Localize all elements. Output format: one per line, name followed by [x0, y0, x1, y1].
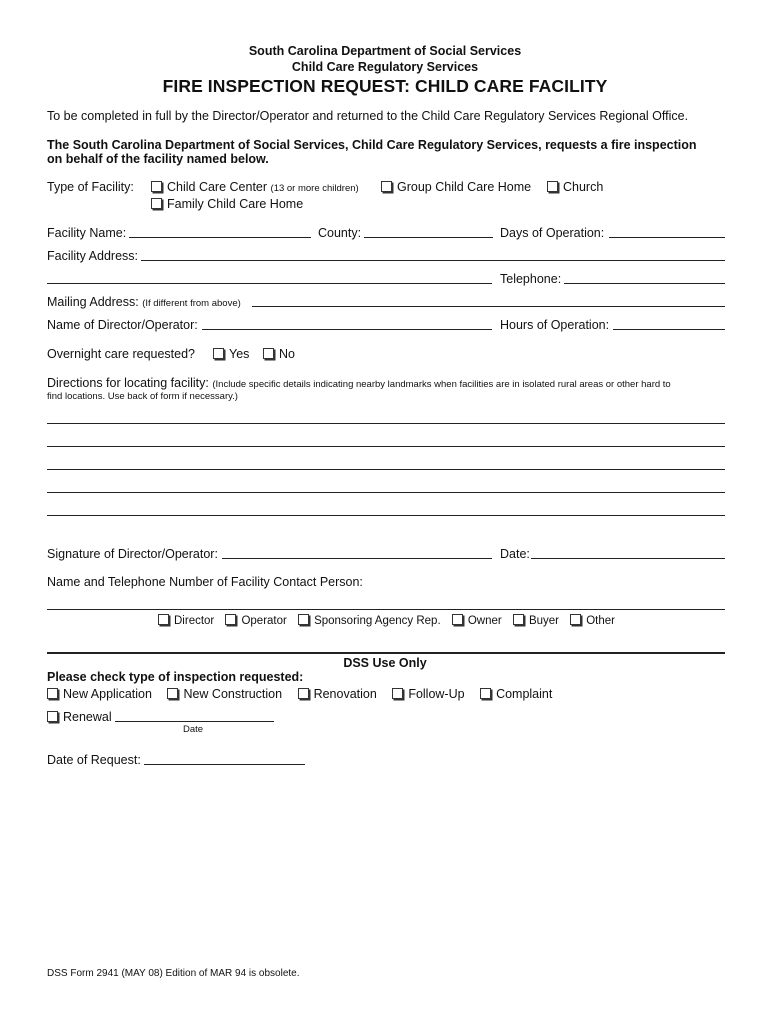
checkbox-follow-up[interactable] [392, 688, 403, 699]
days-of-operation-line[interactable] [609, 237, 725, 238]
checkbox-new-construction[interactable] [167, 688, 178, 699]
role-operator-label: Operator [241, 615, 287, 627]
child-care-center-label: Child Care Center [167, 180, 268, 194]
mailing-address-row [47, 295, 241, 309]
checkbox-new-application[interactable] [47, 688, 58, 699]
option-overnight-no[interactable] [263, 347, 295, 361]
checkbox-role-operator[interactable] [225, 614, 236, 625]
option-role-sponsoring-agency[interactable] [298, 614, 441, 627]
telephone-line[interactable] [564, 283, 725, 284]
role-buyer-label: Buyer [528, 615, 559, 627]
option-group-home[interactable] [381, 180, 531, 194]
facility-type-label: Type of Facility: [47, 180, 134, 194]
telephone-label: Telephone: [500, 272, 562, 286]
checkbox-role-owner[interactable] [452, 614, 463, 625]
signature-date-label: Date: [500, 547, 530, 561]
renovation-label: Renovation [313, 687, 377, 701]
hours-of-operation-line[interactable] [613, 329, 725, 330]
signature-line[interactable] [222, 558, 492, 559]
option-family-home[interactable] [151, 197, 303, 211]
contact-person-label: Name and Telephone Number of Facility Contact Person: [47, 575, 363, 589]
signature-label: Signature of Director/Operator: [47, 547, 218, 561]
inspection-type-label: Please check type of inspection requested: [47, 670, 304, 684]
contact-roles [158, 614, 615, 627]
overnight-label: Overnight care requested? [47, 347, 196, 361]
option-renewal[interactable] [47, 710, 112, 724]
directions-line[interactable] [47, 423, 725, 424]
county-label: County: [318, 226, 362, 240]
renewal-date-caption: Date [183, 724, 204, 735]
checkbox-role-other[interactable] [570, 614, 581, 625]
group-home-label: Group Child Care Home [397, 180, 532, 194]
checkbox-group-home[interactable] [381, 181, 392, 192]
option-role-operator[interactable] [225, 614, 286, 627]
option-role-other[interactable] [570, 614, 615, 627]
signature-date-line[interactable] [531, 558, 725, 559]
directions-note-line2: find locations. Use back of form if necessary.) [47, 391, 238, 402]
checkbox-renovation[interactable] [298, 688, 309, 699]
checkbox-overnight-yes[interactable] [213, 348, 224, 359]
division-name: Child Care Regulatory Services [291, 60, 479, 74]
checkbox-family-home[interactable] [151, 198, 162, 209]
request-text-line1: The South Carolina Department of Social Services, Child Care Regulatory Services, requests a fire inspection [47, 138, 697, 152]
inspection-types [47, 687, 552, 701]
overnight-yes-label: Yes [229, 347, 250, 361]
option-role-owner[interactable] [452, 614, 502, 627]
directions-note-line1: (Include specific details indicating nearby landmarks when facilities are in isolated rural areas or other hard to [212, 379, 671, 390]
role-other-label: Other [586, 615, 615, 627]
directions-line[interactable] [47, 515, 725, 516]
option-child-care-center[interactable] [151, 180, 359, 194]
mailing-address-line[interactable] [252, 306, 725, 307]
option-role-buyer[interactable] [513, 614, 559, 627]
option-role-director[interactable] [158, 614, 214, 627]
directions-row [47, 376, 671, 390]
facility-address-line[interactable] [141, 260, 725, 261]
new-construction-label: New Construction [183, 687, 283, 701]
role-sponsoring-agency-label: Sponsoring Agency Rep. [314, 615, 441, 627]
date-of-request-line[interactable] [144, 764, 305, 765]
facility-name-line[interactable] [129, 237, 311, 238]
agency-name: South Carolina Department of Social Services [248, 44, 522, 58]
directions-label: Directions for locating facility: [47, 376, 209, 390]
form-footer: DSS Form 2941 (MAY 08) Edition of MAR 94 is obsolete. [47, 968, 300, 979]
family-home-label: Family Child Care Home [167, 197, 304, 211]
church-label: Church [563, 180, 604, 194]
option-follow-up[interactable] [392, 687, 464, 701]
option-renovation[interactable] [298, 687, 377, 701]
facility-address-line-2[interactable] [47, 283, 492, 284]
new-application-label: New Application [63, 687, 152, 701]
option-church[interactable] [547, 180, 603, 194]
follow-up-label: Follow-Up [408, 687, 465, 701]
intro-text: To be completed in full by the Director/Operator and returned to the Child Care Regulatory Services Regional Office. [47, 109, 689, 123]
director-name-label: Name of Director/Operator: [47, 318, 198, 332]
mailing-address-note: (If different from above) [142, 298, 241, 309]
checkbox-complaint[interactable] [480, 688, 491, 699]
checkbox-role-buyer[interactable] [513, 614, 524, 625]
checkbox-role-director[interactable] [158, 614, 169, 625]
county-line[interactable] [364, 237, 493, 238]
facility-address-label: Facility Address: [47, 249, 139, 263]
directions-line[interactable] [47, 469, 725, 470]
days-of-operation-label: Days of Operation: [500, 226, 605, 240]
role-owner-label: Owner [467, 615, 502, 627]
option-new-application[interactable] [47, 687, 152, 701]
checkbox-renewal[interactable] [47, 711, 58, 722]
request-text-line2: on behalf of the facility named below. [47, 152, 269, 166]
mailing-address-label: Mailing Address: [47, 295, 139, 309]
director-name-line[interactable] [202, 329, 492, 330]
contact-person-line[interactable] [47, 609, 725, 610]
option-complaint[interactable] [480, 687, 552, 701]
checkbox-overnight-no[interactable] [263, 348, 274, 359]
role-director-label: Director [174, 615, 215, 627]
checkbox-church[interactable] [547, 181, 558, 192]
checkbox-child-care-center[interactable] [151, 181, 162, 192]
checkbox-role-sponsoring-agency[interactable] [298, 614, 309, 625]
overnight-no-label: No [279, 347, 295, 361]
complaint-label: Complaint [496, 687, 553, 701]
facility-name-label: Facility Name: [47, 226, 127, 240]
date-of-request-label: Date of Request: [47, 753, 141, 767]
option-overnight-yes[interactable] [213, 347, 249, 361]
child-care-center-note: (13 or more children) [270, 183, 359, 194]
dss-section-divider [47, 652, 725, 654]
renewal-date-line[interactable] [115, 721, 274, 722]
option-new-construction[interactable] [167, 687, 282, 701]
dss-heading: DSS Use Only [343, 656, 427, 670]
hours-of-operation-label: Hours of Operation: [500, 318, 610, 332]
directions-line[interactable] [47, 492, 725, 493]
directions-line[interactable] [47, 446, 725, 447]
form-title: FIRE INSPECTION REQUEST: CHILD CARE FACILITY [162, 76, 608, 96]
renewal-label: Renewal [63, 710, 112, 724]
